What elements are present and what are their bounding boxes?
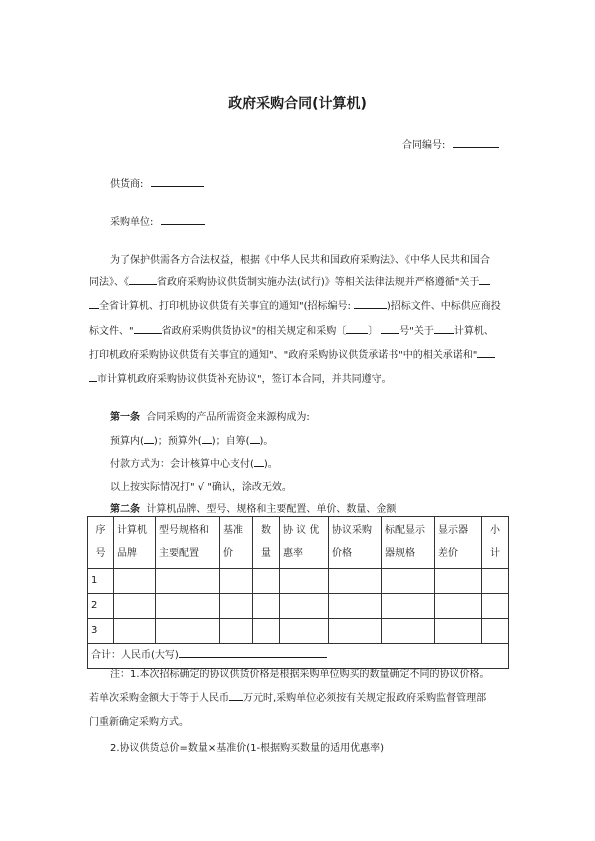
preamble-text: 全省计算机、打印机协议供货有关事宜的通知"(招标编号: bbox=[99, 301, 351, 312]
province-blank-2[interactable] bbox=[134, 322, 162, 334]
product-spec-table bbox=[87, 516, 509, 669]
article-1-text: 合同采购的产品所需资金来源构成为: bbox=[146, 412, 310, 423]
table-cell[interactable] bbox=[220, 619, 253, 644]
supplier-blank[interactable] bbox=[151, 175, 204, 187]
funding-source-line bbox=[110, 432, 273, 447]
preamble-line-3 bbox=[89, 297, 501, 312]
table-row bbox=[88, 619, 509, 644]
city-blank-2-cont[interactable] bbox=[89, 370, 97, 382]
table-cell[interactable] bbox=[156, 594, 220, 619]
table-cell[interactable] bbox=[329, 594, 382, 619]
table-cell[interactable] bbox=[114, 594, 156, 619]
row-number: 2 bbox=[88, 594, 114, 619]
preamble-line-6 bbox=[89, 370, 392, 385]
notice-year-blank[interactable] bbox=[479, 273, 490, 285]
table-cell[interactable] bbox=[156, 619, 220, 644]
total-label: 合计：人民币(大写) bbox=[91, 650, 179, 661]
extrabudget-checkbox[interactable] bbox=[202, 432, 212, 444]
table-cell[interactable] bbox=[329, 619, 382, 644]
note-text: 万元时,采购单位必须按有关规定报政府采购监督管理部 bbox=[243, 693, 487, 704]
contract-number-line bbox=[402, 136, 499, 151]
self-funded-checkbox[interactable] bbox=[250, 432, 260, 444]
table-cell[interactable] bbox=[156, 569, 220, 594]
table-cell[interactable] bbox=[482, 594, 509, 619]
table-cell[interactable] bbox=[482, 619, 509, 644]
column-header: 基准 价 bbox=[220, 517, 253, 569]
payment-checkbox[interactable] bbox=[254, 455, 264, 467]
column-header: 协 议 优 惠率 bbox=[280, 517, 329, 569]
preamble-line-2 bbox=[89, 273, 490, 288]
preamble-line-4 bbox=[89, 322, 494, 337]
funding-label-extrabudget: )；预算外( bbox=[153, 436, 202, 447]
payment-method-end: )。 bbox=[263, 459, 278, 470]
total-amount-blank[interactable] bbox=[179, 645, 327, 658]
payment-method-label: 付款方式为：会计核算中心支付( bbox=[110, 459, 254, 470]
table-cell[interactable] bbox=[280, 569, 329, 594]
contract-number-label: 合同编号: bbox=[402, 140, 446, 151]
preamble-text: 标文件、" bbox=[89, 326, 134, 337]
preamble-text: 打印机政府采购协议供货有关事宜的通知"、"政府采购协议供货承诺书"中的相关承诺和" bbox=[89, 350, 478, 361]
supplier-label: 供货商: bbox=[110, 179, 144, 190]
contract-number-blank[interactable] bbox=[453, 136, 499, 148]
table-cell[interactable] bbox=[329, 569, 382, 594]
note-1-line-3: 门重新确定采购方式。 bbox=[89, 717, 189, 728]
table-cell[interactable] bbox=[114, 569, 156, 594]
city-blank-2[interactable] bbox=[477, 346, 495, 358]
funding-label-self: )；自筹( bbox=[211, 436, 250, 447]
table-cell[interactable] bbox=[382, 619, 435, 644]
table-cell[interactable] bbox=[253, 569, 280, 594]
note-1-line-2 bbox=[89, 689, 486, 704]
article-2-number: 第二条 bbox=[110, 504, 140, 515]
document-year-blank[interactable] bbox=[346, 322, 368, 334]
table-cell[interactable] bbox=[280, 619, 329, 644]
preamble-text: 同法》、《 bbox=[89, 277, 129, 288]
preamble-text: 计算机、 bbox=[453, 326, 494, 337]
table-cell[interactable] bbox=[220, 594, 253, 619]
table-row bbox=[88, 594, 509, 619]
note-text: 若单次采购金额大于等于人民币 bbox=[89, 693, 229, 704]
preamble-text: 号"关于 bbox=[399, 326, 434, 337]
table-cell[interactable] bbox=[435, 569, 482, 594]
article-1-heading bbox=[110, 408, 310, 423]
payment-method-line bbox=[110, 455, 278, 470]
table-cell[interactable] bbox=[220, 569, 253, 594]
row-number: 1 bbox=[88, 569, 114, 594]
preamble-text: 〕 bbox=[368, 326, 379, 337]
preamble-text: 省政府采购供货协议"的相关规定和采购〔 bbox=[161, 326, 347, 337]
buyer-blank[interactable] bbox=[161, 213, 205, 225]
table-row bbox=[88, 569, 509, 594]
column-header: 显示器 差价 bbox=[435, 517, 482, 569]
article-2-heading bbox=[110, 500, 396, 515]
buyer-line bbox=[110, 213, 205, 228]
column-header: 型号规格和 主要配置 bbox=[156, 517, 220, 569]
province-blank[interactable] bbox=[129, 273, 157, 285]
funding-label-budget: 预算内( bbox=[110, 436, 144, 447]
column-header: 计算机 品牌 bbox=[114, 517, 156, 569]
table-cell[interactable] bbox=[482, 569, 509, 594]
notice-year-blank-cont[interactable] bbox=[89, 297, 99, 309]
threshold-amount-blank[interactable] bbox=[229, 689, 243, 701]
funding-label-end: )。 bbox=[259, 436, 274, 447]
confirm-note: 以上按实际情况打" √ "确认，涂改无效。 bbox=[110, 482, 292, 493]
budget-checkbox[interactable] bbox=[144, 432, 154, 444]
note-1-line-1: 注：1.本次招标确定的协议供货价格是根据采购单位购买的数量确定不同的协议价格。 bbox=[110, 669, 490, 680]
document-number-blank[interactable] bbox=[381, 322, 399, 334]
table-cell[interactable] bbox=[114, 619, 156, 644]
table-cell[interactable] bbox=[253, 619, 280, 644]
tender-number-blank[interactable] bbox=[354, 297, 387, 309]
table-header-row bbox=[88, 517, 509, 569]
article-1-number: 第一条 bbox=[110, 412, 140, 423]
column-header: 标配显示 器规格 bbox=[382, 517, 435, 569]
column-header: 序 号 bbox=[88, 517, 114, 569]
table-cell[interactable] bbox=[435, 619, 482, 644]
table-cell[interactable] bbox=[435, 594, 482, 619]
table-cell[interactable] bbox=[382, 594, 435, 619]
article-2-text: 计算机品牌、型号、规格和主要配置、单价、数量、金额 bbox=[146, 504, 397, 515]
row-number: 3 bbox=[88, 619, 114, 644]
preamble-text: 市计算机政府采购协议供货补充协议"，签订本合同，并共同遵守。 bbox=[97, 374, 392, 385]
column-header: 小 计 bbox=[482, 517, 509, 569]
city-blank[interactable] bbox=[434, 322, 454, 334]
preamble-text: 省政府采购协议供货制实施办法(试行)》等相关法律法规并严格遵循"关于 bbox=[157, 277, 480, 288]
preamble-text: )招标文件、中标供应商投 bbox=[386, 301, 501, 312]
supplier-line bbox=[110, 175, 204, 190]
table-cell[interactable] bbox=[253, 594, 280, 619]
preamble-line-5 bbox=[89, 346, 495, 361]
note-2: 2.协议供货总价=数量×基准价(1-根据购买数量的适用优惠率) bbox=[110, 743, 385, 754]
preamble-line-1: 为了保护供需各方合法权益，根据《中华人民共和国政府采购法》、《中华人民共和国合 bbox=[110, 255, 490, 266]
page-title: 政府采购合同(计算机) bbox=[228, 96, 367, 112]
column-header: 数 量 bbox=[253, 517, 280, 569]
table-cell[interactable] bbox=[280, 594, 329, 619]
table-cell[interactable] bbox=[382, 569, 435, 594]
column-header: 协议采购 价格 bbox=[329, 517, 382, 569]
buyer-label: 采购单位: bbox=[110, 217, 154, 228]
